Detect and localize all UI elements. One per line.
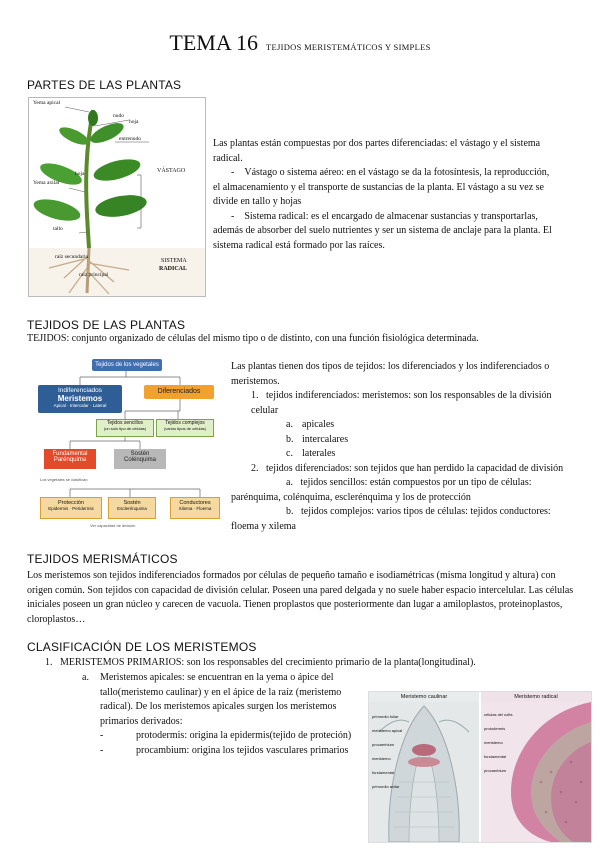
list-item	[100, 729, 360, 744]
bullet-dash: -	[231, 210, 235, 222]
clasificacion-deriv-list	[100, 729, 360, 758]
diagram-sosten	[114, 449, 166, 469]
partes-item-vastago	[213, 166, 553, 210]
section-heading-tejidos: TEJIDOS DE LAS PLANTAS	[27, 318, 186, 332]
micro-label: meristemo apical	[372, 728, 403, 733]
label-yema-axilar: Yema axilar	[33, 180, 60, 186]
tejidos-item-2a-text: tejidos sencillos: están compuestos por un tipo de células: parénquima, colénquima, esclerénquima y los de protección	[231, 477, 532, 503]
diagram-indif-sub: Meristemos	[57, 394, 103, 403]
label-raiz-secundaria: raíz secundaria	[55, 254, 89, 260]
diagram-complejos-title: Tejidos complejos	[165, 420, 205, 426]
tejidos-text	[231, 360, 566, 534]
micro-label: procambium	[484, 768, 507, 773]
micro-label: meristemo fundamental	[372, 756, 395, 775]
label-sistema: SISTEMA	[161, 258, 187, 264]
partes-item-vastago-text: Vástago o sistema aéreo: en el vástago se da la fotosíntesis, la reproducción, el almacenamiento y el transporte de sustancias de la planta. El vástago a su vez se divide en tallo y hojas	[213, 167, 550, 207]
diagram-proteccion	[40, 497, 102, 519]
micro-label: meristemo fundamental	[484, 740, 507, 759]
tejidos-sublist-1	[231, 418, 566, 462]
tejidos-item-2a	[231, 476, 566, 505]
list-item-text: intercalares	[302, 433, 349, 445]
diagram-sencillos-title: Tejidos sencillos	[106, 420, 144, 426]
diagram-sosten2	[108, 497, 156, 519]
diagram-proteccion-title: Protección	[58, 500, 84, 506]
list-item	[286, 433, 566, 448]
tejidos-intro: Las plantas tienen dos tipos de tejidos: los diferenciados y los indiferenciados o meristemos.	[231, 361, 550, 387]
diagram-complejos-sub: (varios tipos de células)	[163, 426, 207, 431]
label-yema-apical: Yema apical	[33, 100, 61, 106]
diagram-indif-desc: Apical · Intercalar · Lateral	[53, 403, 107, 408]
micro-label: células del cofia	[484, 712, 513, 717]
list-mark: c.	[286, 448, 293, 459]
section-heading-clasificacion: CLASIFICACIÓN DE LOS MERISTEMOS	[27, 640, 257, 654]
diagram-indiferenciados	[38, 385, 122, 413]
list-item-text: protodermis: origina la epidermis(tejido de proteción)	[136, 730, 352, 741]
label-nudo: nudo	[113, 113, 124, 119]
tejidos-term: TEJIDOS	[27, 333, 67, 344]
tejidos-item-2	[231, 462, 566, 477]
list-number: 1.	[251, 390, 259, 401]
list-mark: b.	[286, 506, 294, 517]
clasificacion-sub-a-text: Meristemos apicales: se encuentran en la yema o ápice del tallo(meristemo caulinar) y en el ápice de la raíz (meristemo radical). De los meristemos apicales surgen los meristemos primarios derivados:	[100, 672, 342, 727]
micro-label: protodermis	[484, 726, 506, 731]
label-vastago: VÁSTAGO	[157, 168, 186, 174]
list-mark: a.	[286, 419, 293, 430]
list-mark: b.	[286, 433, 294, 445]
diagram-fundamental	[44, 449, 96, 469]
diagram-diferenciados: Diferenciados	[144, 385, 214, 399]
label-entrenudo: entrenudo	[119, 136, 141, 142]
plant-figure	[28, 97, 206, 297]
label-raiz-principal: raíz principal	[79, 272, 109, 278]
list-item-text: apicales	[302, 419, 335, 430]
partes-intro: Las plantas están compuestas por dos partes diferenciadas: el vástago y el sistema radical.	[213, 138, 541, 164]
tejidos-item-2-text: tejidos diferenciados: son tejidos que han perdido la capacidad de división	[266, 462, 564, 474]
micro-label: primordio foliar	[372, 714, 399, 719]
list-item	[286, 447, 566, 462]
diagram-sosten-title: Sostén	[130, 451, 150, 457]
micrograph-left-title: Meristemo caulinar	[369, 692, 479, 702]
diagram-sencillos-sub: (un solo tipo de células)	[103, 426, 147, 431]
micrograph-right-title: Meristemo radical	[481, 692, 591, 702]
diagram-proteccion-sub: Epidermis · Peridermis	[48, 506, 94, 511]
list-item	[100, 744, 360, 759]
list-item-text: procambium: origina los tejidos vasculares primarios	[136, 744, 349, 756]
diagram-conductores-sub: Xilema · Floema	[178, 506, 212, 511]
tejidos-definition-text: : conjunto organizado de células del mismo tipo o de distinto, con una función fisiológica determinada.	[66, 333, 479, 344]
list-mark: -	[100, 744, 104, 756]
diagram-sosten2-title: Sostén	[123, 500, 141, 506]
micrograph-left-labels	[372, 710, 406, 794]
partes-text	[213, 137, 553, 253]
diagram-complejos	[156, 419, 214, 437]
merismaticos-text: Los meristemos son tejidos indiferenciados formados por células de pequeño tamaño e isodiamétricas (misma longitud y altura) con origen común. Son tejidos con capacidad de división celular. Poseen una pared delgada y no suele haber espacio intercelular. Las células iniciales poseen un gran núcleo y carecen de vacuola. Tienen proplastos que posteriormente dan lugar a amiloplastos, proteinoplastos, cloroplastos…	[27, 570, 574, 625]
tejidos-definition	[27, 332, 587, 347]
micrograph-right-labels	[484, 708, 516, 778]
clasificacion-item-1	[45, 656, 585, 671]
diagram-bottom-note: Los vegetales se clasifican	[40, 477, 88, 482]
diagram-indif-title: Indiferenciados	[57, 387, 103, 394]
tejidos-item-2b	[231, 505, 566, 534]
diagram-fundamental-title: Fundamental	[52, 451, 88, 457]
diagram-footer: Ver capacidad de división	[90, 523, 136, 528]
diagram-sosten2-sub: Esclerénquima	[117, 506, 147, 511]
clasificacion-item-1-text: MERISTEMOS PRIMARIOS: son los responsables del crecimiento primario de la planta(longitudinal).	[60, 657, 476, 668]
tejidos-item-1-text: tejidos indiferenciados: meristemos: son los responsables de la división celular	[251, 390, 552, 416]
partes-item-radical	[213, 210, 553, 254]
section-heading-partes: PARTES DE LAS PLANTAS	[27, 78, 182, 92]
diagram-sencillos	[96, 419, 154, 437]
tejidos-item-2b-text: tejidos complejos: varios tipos de células: tejidos conductores: floema y xilema	[231, 506, 551, 532]
list-item	[286, 418, 566, 433]
title-subtitle: TEJIDOS MERISTEMÁTICOS Y SIMPLES	[266, 42, 431, 52]
section-heading-merismaticos: TEJIDOS MERISMÁTICOS	[27, 552, 178, 566]
diagram-conductores-title: Conductores	[179, 500, 211, 506]
clasificacion-sub-a	[82, 671, 360, 758]
tejidos-diagram	[30, 357, 222, 535]
bullet-dash: -	[231, 167, 235, 178]
micro-label: procambium	[372, 742, 395, 747]
title-main: TEMA 16	[169, 30, 259, 55]
diagram-root: Tejidos de los vegetales	[92, 359, 162, 371]
list-item-text: laterales	[302, 448, 336, 459]
list-mark: a.	[82, 672, 89, 683]
tejidos-item-1	[231, 389, 566, 418]
micro-label: primordio axilar	[372, 784, 400, 789]
micrograph-caulinar	[369, 692, 479, 842]
micrograph-radical	[481, 692, 591, 842]
label-hoja-mid: hoja	[75, 171, 85, 177]
diagram-fundamental-sub: Parénquima	[53, 457, 87, 463]
label-hoja-top: hoja	[129, 119, 139, 125]
label-radical: RADICAL	[159, 266, 188, 272]
diagram-conductores	[170, 497, 220, 519]
partes-item-radical-text: Sistema radical: es el encargado de almacenar sustancias y transportarlas, además de absorber del suelo nutrientes y ser un sistema de anclaje para la planta. El sistema radical está formado por las raíces.	[213, 210, 552, 251]
list-mark: -	[100, 730, 104, 741]
label-tallo: tallo	[53, 226, 63, 232]
list-mark: a.	[286, 477, 293, 488]
list-number: 1.	[45, 657, 53, 668]
diagram-sosten-sub: Colénquima	[123, 457, 157, 463]
page-title	[0, 30, 600, 56]
micrograph-figure	[368, 691, 592, 843]
list-number: 2.	[251, 462, 259, 474]
